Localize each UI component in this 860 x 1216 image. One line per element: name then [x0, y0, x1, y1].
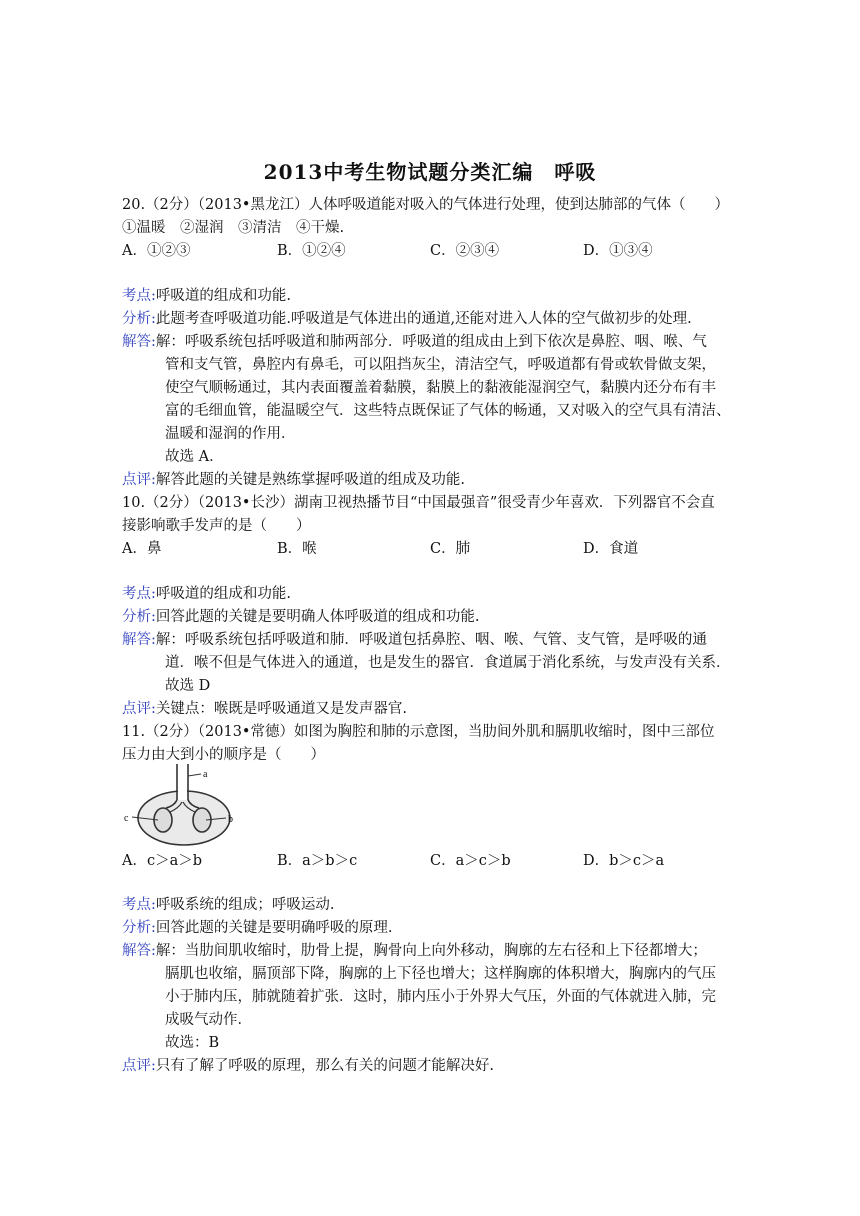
label-c: c — [124, 813, 129, 824]
q20-jieda-line: 富的毛细血管，能温暖空气．这些特点既保证了气体的畅通，又对吸入的空气具有清洁、 — [165, 403, 731, 419]
q10-jieda: 解答:解：呼吸系统包括呼吸道和肺．呼吸道包括鼻腔、咽、喉、气管、支气管，是呼吸的通 — [122, 632, 707, 648]
jieda-label: 解答: — [122, 632, 156, 648]
q20-dianping: 点评:解答此题的关键是熟练掌握呼吸道的组成及功能. — [122, 472, 465, 488]
q10-kaodian: 考点:呼吸道的组成和功能. — [122, 586, 291, 602]
q11-answer: 故选：B — [165, 1035, 220, 1051]
trachea-lumen — [178, 764, 187, 800]
q20-jieda-line: 温暖和湿润的作用． — [165, 426, 296, 442]
q11-fenxi: 分析:回答此题的关键是要明确呼吸的原理. — [122, 920, 393, 936]
fenxi-label: 分析: — [122, 920, 156, 936]
q20-jieda-line: 管和支气管，鼻腔内有鼻毛，可以阻挡灰尘，清洁空气，呼吸道都有骨或软骨做支架， — [165, 357, 716, 373]
jieda-label: 解答: — [122, 334, 156, 350]
dianping-label: 点评: — [122, 472, 156, 488]
q11-jieda-line: 小于肺内压，肺就随着扩张．这时，肺内压小于外界大气压，外面的气体就进入肺，完 — [165, 989, 716, 1005]
dianping-label: 点评: — [122, 1058, 156, 1074]
q20-stem-line2: ①温暖 ②湿润 ③清洁 ④干燥. — [122, 220, 345, 236]
q10-fenxi: 分析:回答此题的关键是要明确人体呼吸道的组成和功能. — [122, 609, 480, 625]
dianping-label: 点评: — [122, 701, 156, 717]
q11-option-c: C．a＞c＞b — [430, 853, 511, 869]
q11-stem-line2: 压力由大到小的顺序是（ ） — [122, 747, 325, 763]
q11-option-b: B．a＞b＞c — [277, 853, 358, 869]
q20-fenxi: 分析:此题考查呼吸道功能.呼吸道是气体进出的通道,还能对进入人体的空气做初步的处理. — [122, 311, 692, 327]
q11-jieda-line: 膈肌也收缩，膈顶部下降，胸廓的上下径也增大；这样胸廓的体积增大，胸廓内的气压 — [165, 966, 716, 982]
q20-option-d: D．①③④ — [583, 243, 653, 259]
q20-kaodian: 考点:呼吸道的组成和功能. — [122, 288, 291, 304]
q20-option-b: B．①②④ — [277, 243, 346, 259]
page-title: 2013中考生物试题分类汇编 呼吸 — [263, 160, 597, 184]
fenxi-label: 分析: — [122, 311, 156, 327]
q10-stem-line2: 接影响歌手发声的是（ ） — [122, 518, 311, 534]
q11-jieda-line: 成吸气动作． — [165, 1012, 252, 1028]
q11-option-d: D．b＞c＞a — [583, 853, 665, 869]
q10-option-d: D．食道 — [583, 541, 639, 557]
q10-option-c: C．肺 — [430, 541, 471, 557]
q20-stem-line1: 20.（2分）（2013•黑龙江）人体呼吸道能对吸入的气体进行处理，使到达肺部的气体（ ） — [122, 197, 729, 213]
q10-option-a: A．鼻 — [122, 541, 162, 557]
q10-jieda-line: 道．喉不但是气体进入的通道，也是发生的器官．食道属于消化系统，与发声没有关系． — [165, 655, 731, 671]
q11-stem-line1: 11.（2分）（2013•常德）如图为胸腔和肺的示意图，当肋间外肌和膈肌收缩时，图中三部位 — [122, 724, 715, 740]
kaodian-label: 考点: — [122, 897, 156, 913]
q20-jieda: 解答:解：呼吸系统包括呼吸道和肺两部分．呼吸道的组成由上到下依次是鼻腔、咽、喉、气 — [122, 334, 707, 350]
q11-option-a: A．c＞a＞b — [122, 853, 203, 869]
q20-option-a: A．①②③ — [122, 243, 191, 259]
q10-answer: 故选 D — [165, 678, 211, 694]
label-a: a — [203, 769, 208, 780]
q11-jieda: 解答:解：当肋间肌收缩时，肋骨上提，胸骨向上向外移动，胸廓的左右径和上下径都增大； — [122, 943, 707, 959]
fenxi-label: 分析: — [122, 609, 156, 625]
q11-dianping: 点评:只有了解了呼吸的原理，那么有关的问题才能解决好. — [122, 1058, 494, 1074]
label-b: b — [228, 814, 233, 825]
q11-kaodian: 考点:呼吸系统的组成；呼吸运动. — [122, 897, 335, 913]
kaodian-label: 考点: — [122, 288, 156, 304]
label-a-leader — [188, 774, 201, 776]
thorax-lung-diagram — [122, 762, 252, 846]
q10-stem-line1: 10.（2分）（2013•长沙）湖南卫视热播节目“中国最强音”很受青少年喜欢．下列器官不会直 — [122, 495, 715, 511]
jieda-label: 解答: — [122, 943, 156, 959]
q20-jieda-line: 使空气顺畅通过，其内表面覆盖着黏膜，黏膜上的黏液能湿润空气，黏膜内还分布有丰 — [165, 380, 716, 396]
q20-answer: 故选 A． — [165, 449, 224, 465]
q10-option-b: B．喉 — [277, 541, 317, 557]
q20-option-c: C．②③④ — [430, 243, 500, 259]
q10-dianping: 点评:关键点：喉既是呼吸通道又是发声器官. — [122, 701, 407, 717]
kaodian-label: 考点: — [122, 586, 156, 602]
